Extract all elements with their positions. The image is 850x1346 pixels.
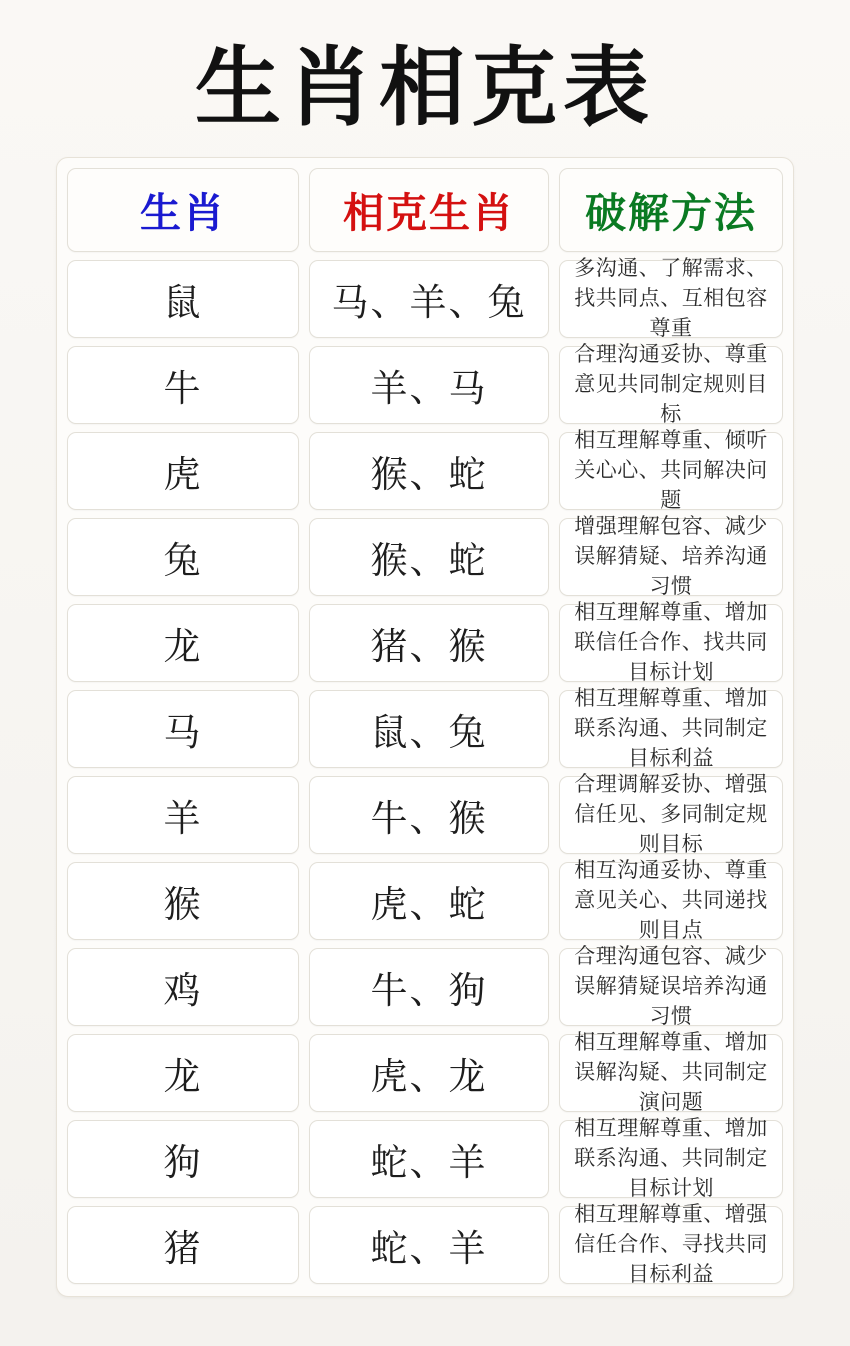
cell-conflict bbox=[309, 776, 549, 854]
header-label-conflict: 相克生肖 bbox=[343, 190, 515, 237]
cell-conflict bbox=[309, 1034, 549, 1112]
cell-solution bbox=[559, 600, 783, 684]
cell-zodiac bbox=[67, 346, 299, 424]
zodiac-value: 龙 bbox=[163, 1056, 203, 1098]
cell-solution bbox=[559, 1030, 783, 1114]
solution-value: 合理调解妥协、增强信任见、多同制定规则目标 bbox=[574, 772, 768, 856]
cell-zodiac bbox=[67, 776, 299, 854]
cell-solution bbox=[559, 944, 783, 1028]
table-row bbox=[67, 600, 783, 684]
conflict-value: 蛇、羊 bbox=[370, 1228, 488, 1270]
cell-zodiac bbox=[67, 1034, 299, 1112]
cell-zodiac bbox=[67, 432, 299, 510]
solution-value: 相互理解尊重、增加联系沟通、共同制定目标计划 bbox=[574, 1116, 768, 1200]
zodiac-value: 狗 bbox=[163, 1142, 203, 1184]
conflict-value: 猪、猴 bbox=[370, 626, 488, 668]
table-row bbox=[67, 772, 783, 856]
zodiac-value: 牛 bbox=[163, 368, 203, 410]
solution-value: 相互理解尊重、增强信任合作、寻找共同目标利益 bbox=[574, 1202, 768, 1286]
solution-value: 相互理解尊重、增加联系沟通、共同制定目标利益 bbox=[574, 686, 768, 770]
table-row bbox=[67, 858, 783, 942]
cell-conflict bbox=[309, 948, 549, 1026]
table-row bbox=[67, 342, 783, 426]
zodiac-value: 猴 bbox=[163, 884, 203, 926]
conflict-value: 猴、蛇 bbox=[370, 454, 488, 496]
table-row bbox=[67, 1202, 783, 1286]
solution-value: 相互理解尊重、增加误解沟疑、共同制定演问题 bbox=[574, 1030, 768, 1114]
cell-zodiac bbox=[67, 690, 299, 768]
cell-solution bbox=[559, 514, 783, 598]
cell-zodiac bbox=[67, 948, 299, 1026]
solution-value: 相互理解尊重、倾听关心心、共同解决问题 bbox=[574, 428, 768, 512]
cell-solution bbox=[559, 256, 783, 340]
header-label-solution: 破解方法 bbox=[585, 190, 757, 237]
cell-zodiac bbox=[67, 1206, 299, 1284]
conflict-value: 蛇、羊 bbox=[370, 1142, 488, 1184]
conflict-value: 牛、猴 bbox=[370, 798, 488, 840]
cell-conflict bbox=[309, 1120, 549, 1198]
zodiac-value: 虎 bbox=[163, 454, 203, 496]
table-row bbox=[67, 686, 783, 770]
solution-value: 合理沟通包容、减少误解猜疑误培养沟通习惯 bbox=[574, 944, 768, 1028]
header-cell-solution bbox=[559, 168, 783, 252]
conflict-value: 猴、蛇 bbox=[370, 540, 488, 582]
cell-zodiac bbox=[67, 604, 299, 682]
page-title: 生肖相克表 bbox=[195, 40, 655, 136]
solution-value: 合理沟通妥协、尊重意见共同制定规则目标 bbox=[574, 342, 768, 426]
cell-zodiac bbox=[67, 862, 299, 940]
table-row bbox=[67, 1116, 783, 1200]
cell-solution bbox=[559, 1202, 783, 1286]
zodiac-value: 龙 bbox=[163, 626, 203, 668]
cell-zodiac bbox=[67, 260, 299, 338]
cell-zodiac bbox=[67, 1120, 299, 1198]
cell-conflict bbox=[309, 690, 549, 768]
zodiac-value: 猪 bbox=[163, 1228, 203, 1270]
cell-conflict bbox=[309, 604, 549, 682]
solution-value: 多沟通、了解需求、找共同点、互相包容尊重 bbox=[574, 256, 768, 340]
conflict-value: 羊、马 bbox=[370, 368, 488, 410]
zodiac-value: 羊 bbox=[163, 798, 203, 840]
conflict-value: 鼠、兔 bbox=[370, 712, 488, 754]
cell-conflict bbox=[309, 432, 549, 510]
table-header-row bbox=[67, 168, 783, 252]
table-row bbox=[67, 944, 783, 1028]
zodiac-value: 鸡 bbox=[163, 970, 203, 1012]
zodiac-value: 兔 bbox=[163, 540, 203, 582]
zodiac-value: 马 bbox=[163, 712, 203, 754]
cell-solution bbox=[559, 1116, 783, 1200]
solution-value: 相互沟通妥协、尊重意见关心、共同递找则目点 bbox=[574, 858, 768, 942]
conflict-value: 虎、龙 bbox=[370, 1056, 488, 1098]
cell-conflict bbox=[309, 346, 549, 424]
cell-conflict bbox=[309, 260, 549, 338]
table-row bbox=[67, 514, 783, 598]
cell-conflict bbox=[309, 1206, 549, 1284]
zodiac-conflict-table bbox=[56, 157, 794, 1297]
header-cell-zodiac bbox=[67, 168, 299, 252]
cell-conflict bbox=[309, 862, 549, 940]
solution-value: 相互理解尊重、增加联信任合作、找共同目标计划 bbox=[574, 600, 768, 684]
table-row bbox=[67, 428, 783, 512]
cell-solution bbox=[559, 772, 783, 856]
cell-zodiac bbox=[67, 518, 299, 596]
cell-solution bbox=[559, 686, 783, 770]
cell-solution bbox=[559, 858, 783, 942]
cell-conflict bbox=[309, 518, 549, 596]
cell-solution bbox=[559, 428, 783, 512]
header-cell-conflict bbox=[309, 168, 549, 252]
zodiac-value: 鼠 bbox=[163, 282, 203, 324]
conflict-value: 牛、狗 bbox=[370, 970, 488, 1012]
table-row bbox=[67, 1030, 783, 1114]
table-row bbox=[67, 256, 783, 340]
conflict-value: 马、羊、兔 bbox=[331, 282, 527, 324]
solution-value: 增强理解包容、减少误解猜疑、培养沟通习惯 bbox=[574, 514, 768, 598]
cell-solution bbox=[559, 342, 783, 426]
conflict-value: 虎、蛇 bbox=[370, 884, 488, 926]
header-label-zodiac: 生肖 bbox=[140, 190, 226, 237]
